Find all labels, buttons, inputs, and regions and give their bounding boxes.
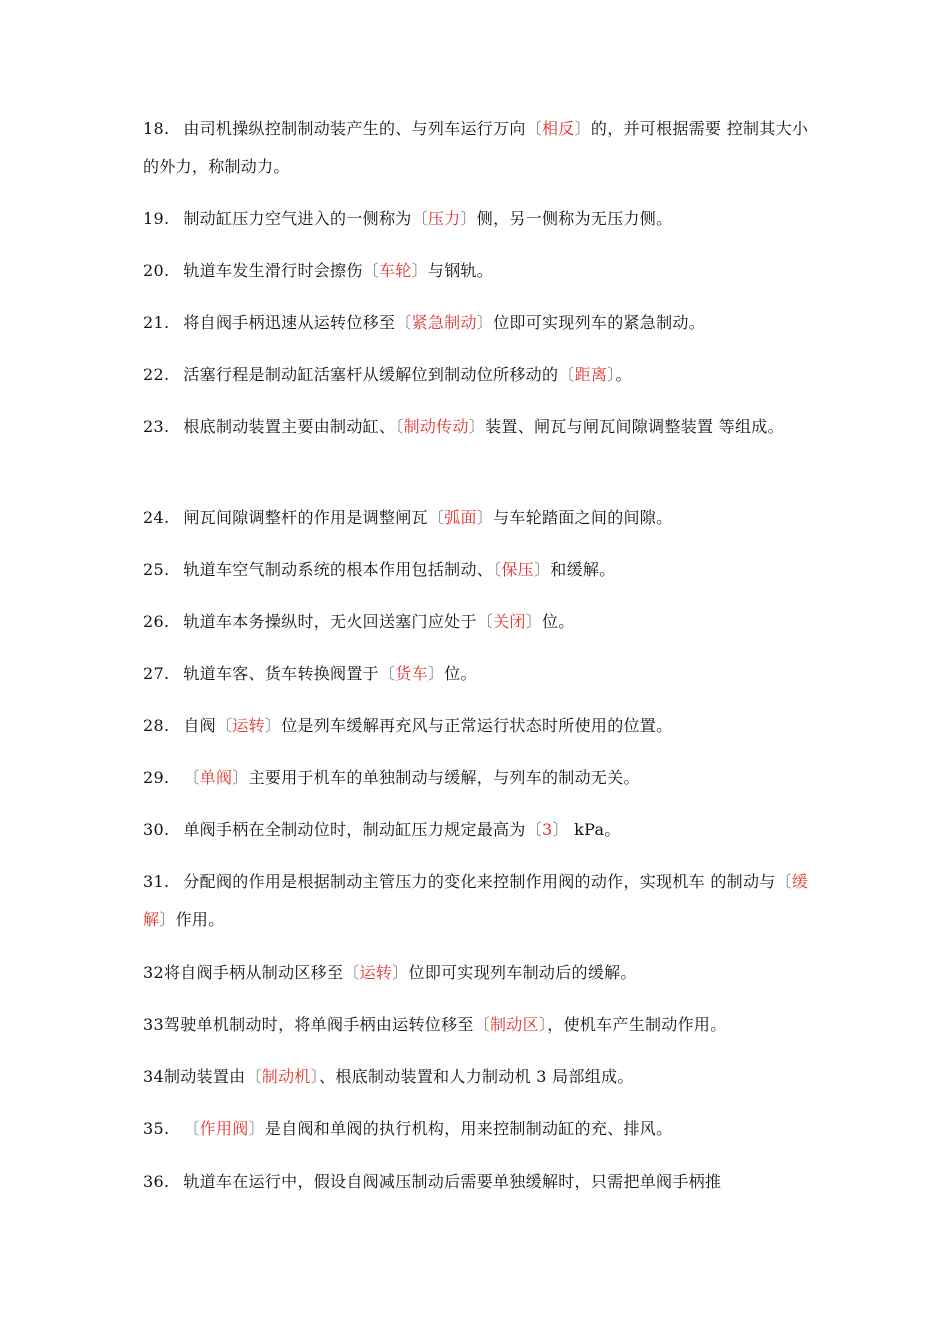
answer-text: 制动区 [489,1015,539,1034]
question-number: 30. [143,820,170,839]
bracket-close: 〕 [232,768,249,787]
question-text-end: kPa。 [568,820,621,839]
answer-text: 运转 [232,716,265,735]
bracket-open: 〔 [378,664,396,683]
answer-text: 车轮 [378,261,412,280]
question-26 [143,603,823,641]
answer-text: 相反 [541,119,575,138]
question-text-end: 位即可实现列车制动后的缓解。 [408,963,637,982]
question-number: 35. [143,1119,170,1138]
bracket-close: 〕 [574,119,591,138]
question-31 [143,863,823,939]
question-text-end: 是自阀和单阀的执行机构，用来控制制动缸的充、排风。 [264,1119,673,1138]
question-text-end: 位即可实现列车的紧急制动。 [493,313,705,332]
question-text: 轨道车客、货车转换阀置于 [183,664,379,683]
question-text-end: 的，并可根据需要 控制其大小的外力，称制动力。 [143,119,809,176]
question-number: 22. [143,365,170,384]
question-text-end: 装置、闸瓦与闸瓦间隙调整装置 等组成。 [485,417,784,436]
question-29 [143,759,823,797]
bracket-close: 〕 [533,560,551,579]
question-text: 根底制动装置主要由制动缸、 [183,417,396,436]
bracket-open: 〔 [427,508,445,527]
question-number: 33 [143,1015,164,1034]
question-number: 32 [143,963,164,982]
question-text: 驾驶单机制动时，将单阀手柄由运转位移至 [163,1015,474,1034]
question-19 [143,200,823,238]
question-text: 闸瓦间隙调整杆的作用是调整闸瓦 [183,508,428,527]
bracket-close: 〕 [552,820,569,839]
bracket-close: 〕 [525,612,542,631]
question-number: 24. [143,508,170,527]
question-text: 将自阀手柄从制动区移至 [163,963,344,982]
question-number: 19. [143,209,170,228]
question-24 [143,499,823,537]
answer-text: 运转 [359,963,393,982]
question-text: 制动装置由 [163,1067,246,1086]
bracket-open: 〔 [362,261,379,280]
question-text: 轨道车本务操纵时，无火回送塞门应处于 [183,612,477,631]
bracket-close: 〕 [427,664,445,683]
question-text-end: 位。 [542,612,575,631]
answer-text: 紧急制动 [411,313,477,332]
bracket-close: 〕 [468,417,486,436]
question-21 [143,304,823,342]
question-number: 20. [143,261,170,280]
bracket-open: 〔 [525,820,542,839]
bracket-close: 〕 [248,1119,265,1138]
question-number: 36. [143,1172,170,1191]
question-30 [143,811,823,849]
question-text: 活塞行程是制动缸活塞杆从缓解位到制动位所移动的 [183,365,559,384]
bracket-open: 〔 [493,560,502,579]
question-number: 27. [143,664,170,683]
question-23 [143,408,823,446]
question-text: 分配阀的作用是根据制动主管压力的变化来控制作用阀的动作，实现机车 的制动与 [183,872,776,891]
question-27 [143,655,823,693]
question-text-end: 、根底制动装置和人力制动机 3 局部组成。 [319,1067,634,1086]
bracket-open: 〔 [558,365,575,384]
bracket-open: 〔 [411,209,428,228]
question-text-end: 和缓解。 [550,560,616,579]
bracket-open: 〔 [775,872,792,891]
answer-text: 制动机 [261,1067,311,1086]
bracket-open: 〔 [343,963,360,982]
answer-text: 制动传动 [403,417,469,436]
answer-text: 保压 [501,560,534,579]
bracket-open: 〔 [245,1067,262,1086]
answer-text: 作用阀 [199,1119,249,1138]
question-25 [143,551,823,589]
bracket-open: 〔 [395,417,404,436]
question-text-end: 与钢轨。 [427,261,494,280]
question-text: 轨道车在运行中，假设自阀减压制动后需要单独缓解时，只需把单阀手柄推 [183,1172,722,1191]
bracket-close: 〕 [310,1067,320,1086]
question-text-end: 主要用于机车的单独制动与缓解，与列车的制动无关。 [248,768,640,787]
question-text-end: 位。 [444,664,477,683]
question-text: 轨道车空气制动系统的根本作用包括制动、 [183,560,494,579]
bracket-close: 〕 [538,1015,548,1034]
bracket-open: 〔 [525,119,542,138]
answer-text: 货车 [395,664,428,683]
bracket-open: 〔 [395,313,412,332]
bracket-close: 〕 [476,313,494,332]
question-text-end: 。 [615,365,632,384]
question-text-end: 作用。 [175,910,225,929]
question-text-end: 与车轮踏面之间的间隙。 [493,508,673,527]
question-36 [143,1163,823,1201]
question-text: 由司机操纵控制制动装产生的、与列车运行万向 [183,119,526,138]
question-text: 轨道车发生滑行时会擦伤 [183,261,363,280]
bracket-open: 〔 [476,612,494,631]
question-34 [143,1058,823,1096]
answer-text: 距离 [574,365,608,384]
answer-text: 单阀 [199,768,233,787]
bracket-close: 〕 [411,261,428,280]
bracket-close: 〕 [460,209,477,228]
question-18 [143,110,823,186]
question-32 [143,954,823,992]
answer-text: 缓解 [143,872,809,929]
answer-text: 关闭 [493,612,526,631]
bracket-close: 〕 [159,910,176,929]
bracket-close: 〕 [392,963,409,982]
question-text: 制动缸压力空气进入的一侧称为 [183,209,412,228]
bracket-close: 〕 [607,365,616,384]
bracket-open: 〔 [183,768,200,787]
question-number: 26. [143,612,170,631]
answer-text: 压力 [427,209,461,228]
bracket-close: 〕 [476,508,494,527]
answer-text: 弧面 [444,508,477,527]
question-text-end: 位是列车缓解再充风与正常运行状态时所使用的位置。 [281,716,673,735]
question-33 [143,1006,823,1044]
question-number: 25. [143,560,170,579]
question-number: 21. [143,313,170,332]
question-text: 单阀手柄在全制动位时，制动缸压力规定最高为 [183,820,526,839]
question-number: 23. [143,417,170,436]
question-28 [143,707,823,745]
question-text-end: ，使机车产生制动作用。 [547,1015,727,1034]
question-text-end: 侧，另一侧称为无压力侧。 [476,209,673,228]
question-number: 31. [143,872,170,891]
bracket-close: 〕 [264,716,282,735]
question-number: 29. [143,768,170,787]
question-35 [143,1110,823,1148]
bracket-open: 〔 [183,1119,200,1138]
bracket-open: 〔 [473,1015,490,1034]
question-22 [143,356,823,394]
question-number: 18. [143,119,170,138]
question-number: 28. [143,716,170,735]
question-20 [143,252,823,290]
bracket-open: 〔 [215,716,233,735]
question-text: 将自阀手柄迅速从运转位移至 [183,313,396,332]
question-text: 自阀 [183,716,216,735]
answer-text: 3 [541,820,553,839]
question-number: 34 [143,1067,164,1086]
